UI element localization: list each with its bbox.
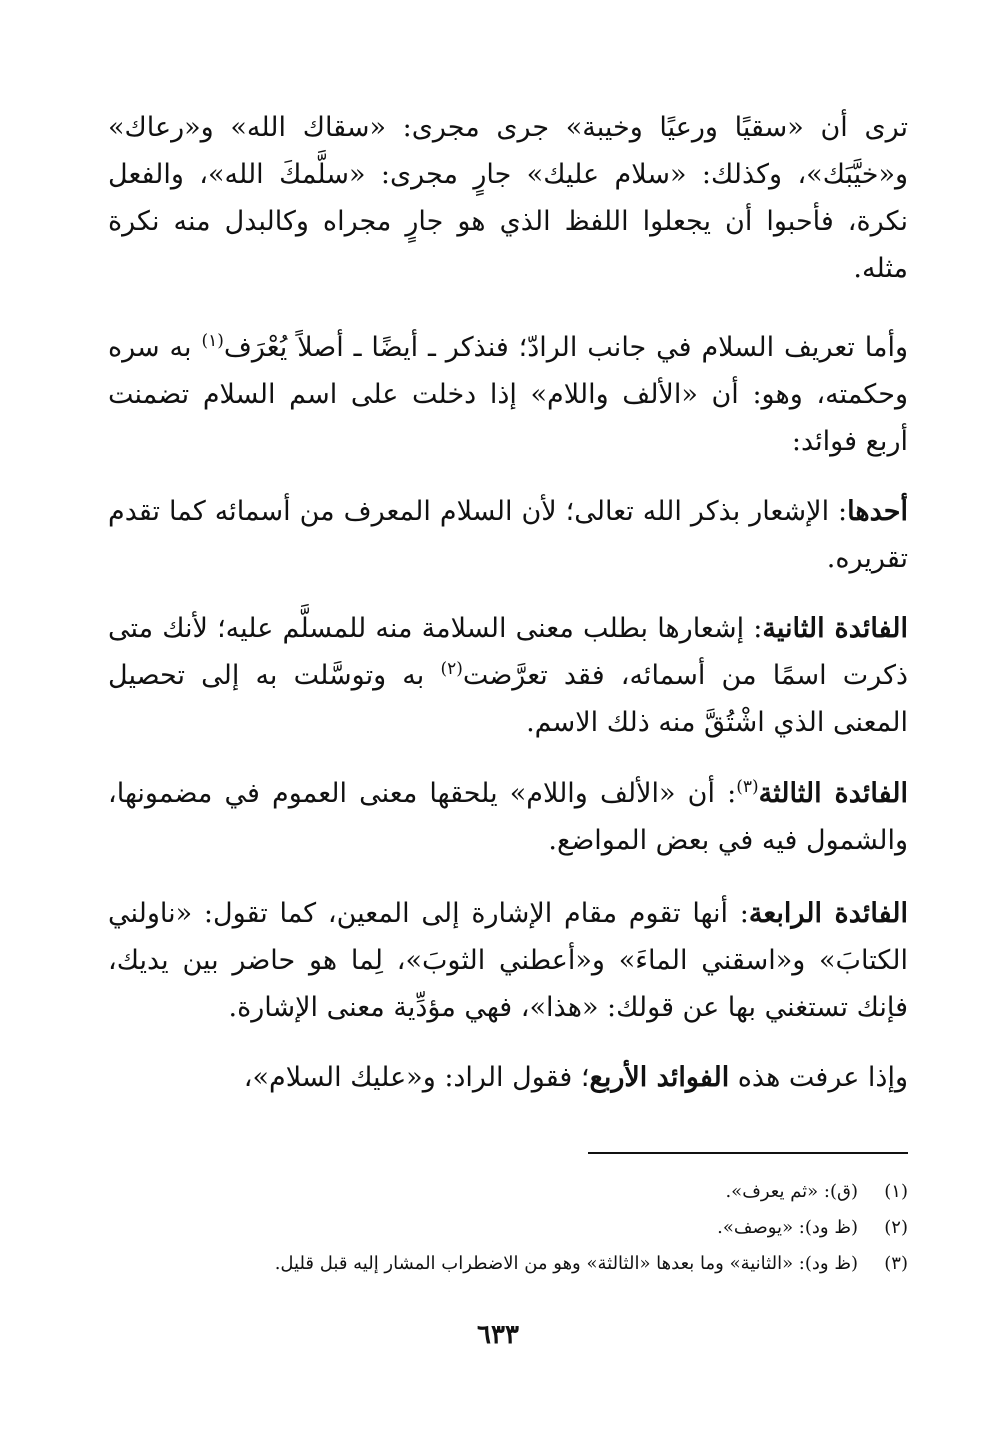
paragraph-continuation xyxy=(108,104,908,292)
footnote-item xyxy=(108,1210,908,1246)
paragraph-text: به وتوسَّلت به إلى تحصيل المعنى الذي اشْتُقَّ منه ذلك الاسم. xyxy=(108,660,908,738)
paragraph-text: وإذا عرفت هذه xyxy=(729,1062,908,1093)
page-number: ٦٣٣ xyxy=(477,1320,519,1350)
paragraph-text: وأما تعريف السلام في جانب الرادّ؛ فنذكر ـ أيضًا ـ أصلاً يُعْرَف xyxy=(223,332,908,363)
paragraph-benefit-4 xyxy=(108,890,908,1031)
footnote-divider xyxy=(588,1152,908,1154)
benefit-heading: الفائدة الثانية xyxy=(762,613,908,644)
paragraph-text: ؛ فقول الراد: و«عليك السلام»، xyxy=(243,1062,590,1093)
footnote-number: (١) xyxy=(884,1181,908,1202)
footnote-number: (٢) xyxy=(884,1217,908,1238)
paragraph-text: : أن «الألف واللام» يلحقها معنى العموم في مضمونها، والشمول فيه في بعض المواضع. xyxy=(108,778,908,856)
footnote-text: (ظ ود): «الثانية» وما بعدها «الثالثة» وهو من الاضطراب المشار إليه قبل قليل. xyxy=(274,1253,858,1274)
paragraph-text: : الإشعار بذكر الله تعالى؛ لأن السلام المعرف من أسمائه كما تقدم تقريره. xyxy=(108,496,908,574)
paragraph-benefit-3 xyxy=(108,770,908,864)
footnote-item xyxy=(108,1174,908,1210)
benefit-heading: الفائدة الرابعة xyxy=(748,898,908,929)
footnote-number: (٣) xyxy=(884,1253,908,1274)
footnote-text: (ق): «ثم يعرف». xyxy=(725,1181,858,1202)
footnotes-list xyxy=(108,1174,908,1282)
footnote-text: (ظ ود): «يوصف». xyxy=(717,1217,858,1238)
paragraph-benefit-1 xyxy=(108,488,908,582)
paragraph-text: : أنها تقوم مقام الإشارة إلى المعين، كما تقول: «ناولني الكتابَ» و«اسقني الماءَ» و«أعطني الثوبَ»، لِما هو حاضر بين يديك، فإنك تستغني بها عن قولك: «هذا»، فهي مؤدِّية معنى الإشارة. xyxy=(108,898,908,1023)
emphasis-text: الفوائد الأربع xyxy=(589,1062,730,1093)
paragraph-definition xyxy=(108,324,958,465)
paragraph-benefit-2 xyxy=(108,605,908,746)
footnote-item xyxy=(108,1246,908,1282)
benefit-heading: الفائدة الثالثة xyxy=(758,778,908,809)
paragraph-text: ترى أن «سقيًا ورعيًا وخيبة» جرى مجرى: «سقاك الله» و«رعاك» و«خيَّبَك»، وكذلك: «سلام عليك» جارٍ مجرى: «سلَّمكَ الله»، والفعل نكرة، فأحبوا أن يجعلوا اللفظ الذي هو جارٍ مجراه وكالبدل منه نكرة مثله. xyxy=(108,112,908,284)
footnote-reference[interactable]: (٢) xyxy=(440,659,463,679)
paragraph-text: به سره وحكمته، وهو: أن «الألف واللام» إذا دخلت على اسم السلام تضمنت أربع فوائد: xyxy=(108,332,908,457)
footnote-reference[interactable]: (٣) xyxy=(736,777,759,797)
paragraph-conclusion xyxy=(108,1054,958,1101)
footnote-reference[interactable]: (١) xyxy=(201,331,224,351)
benefit-heading: أحدها xyxy=(847,496,908,527)
paragraph-text: : إشعارها بطلب معنى السلامة منه للمسلَّم عليه؛ لأنك متى ذكرت اسمًا من أسمائه، فقد تعرَّضت xyxy=(108,613,908,691)
